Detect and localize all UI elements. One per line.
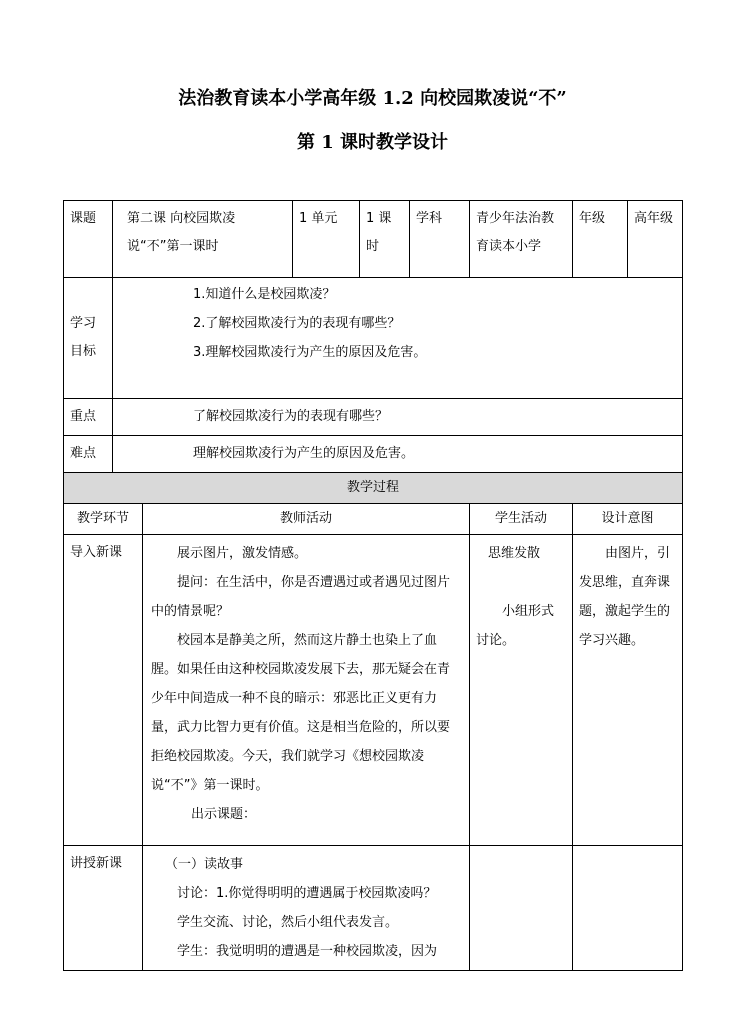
goals-label-line1: 学习 — [70, 316, 97, 331]
column-header-teacher: 教师活动 — [143, 504, 470, 535]
teacher-paragraph: 讨论：1.你觉得明明的遭遇属于校园欺凌吗？ — [177, 886, 437, 901]
course-label: 课题 — [64, 201, 113, 278]
column-header-student: 学生活动 — [470, 504, 573, 535]
student-paragraph: 思维发散 — [488, 546, 541, 561]
info-row — [64, 201, 683, 278]
goals-row — [64, 278, 683, 399]
difficult-point-value: 理解校园欺凌行为产生的原因及危害。 — [113, 436, 683, 473]
hours-value: 1 课时 — [360, 201, 410, 278]
unit-value: 1 单元 — [293, 201, 360, 278]
teacher-paragraph: 展示图片，激发情感。 — [177, 546, 308, 561]
goals-label — [64, 278, 113, 399]
intent-paragraph: 由图片，引发思维，直奔课题，激起学生的学习兴趣。 — [579, 546, 671, 648]
student-activity-cell — [470, 535, 573, 846]
intent-cell — [573, 846, 683, 971]
teacher-paragraph: （一）读故事 — [165, 857, 244, 872]
key-point-value: 了解校园欺凌行为的表现有哪些？ — [113, 399, 683, 436]
grade-label: 年级 — [573, 201, 628, 278]
course-value: 第二课 向校园欺凌说“不”第一课时 — [113, 201, 293, 278]
grade-value: 高年级 — [628, 201, 683, 278]
document-title: 法治教育读本小学高年级 1.2 向校园欺凌说“不” — [178, 88, 567, 109]
teacher-paragraph: 学生交流、讨论，然后小组代表发言。 — [177, 915, 399, 930]
student-paragraph: 小组形式讨论。 — [476, 604, 555, 648]
difficult-point-label: 难点 — [64, 436, 113, 473]
goals-list — [113, 278, 683, 399]
teacher-paragraph: 提问：在生活中，你是否遭遇过或者遇见过图片中的情景呢？ — [151, 575, 451, 619]
intent-cell — [573, 535, 683, 846]
student-activity-cell — [470, 846, 573, 971]
process-row-intro — [64, 535, 683, 846]
goals-label-line2: 目标 — [70, 344, 97, 359]
stage-cell: 讲授新课 — [64, 846, 143, 971]
process-row-new-lesson — [64, 846, 683, 971]
stage-cell: 导入新课 — [64, 535, 143, 846]
key-point-row — [64, 399, 683, 436]
column-header-intent: 设计意图 — [573, 504, 683, 535]
lesson-plan-table — [63, 200, 683, 971]
process-header-row — [64, 504, 683, 535]
goal-item: 3.理解校园欺凌行为产生的原因及危害。 — [193, 345, 427, 360]
process-title: 教学过程 — [64, 473, 683, 504]
goal-item: 1.知道什么是校园欺凌？ — [193, 287, 336, 302]
key-point-label: 重点 — [64, 399, 113, 436]
subject-label: 学科 — [410, 201, 470, 278]
teacher-paragraph: 出示课题： — [191, 807, 257, 822]
teacher-activity-cell — [143, 846, 470, 971]
teacher-activity-cell — [143, 535, 470, 846]
difficult-point-row — [64, 436, 683, 473]
goal-item: 2.了解校园欺凌行为的表现有哪些？ — [193, 316, 401, 331]
teacher-paragraph: 学生：我觉明明的遭遇是一种校园欺凌，因为 — [177, 944, 438, 959]
subject-value: 青少年法治教育读本小学 — [470, 201, 573, 278]
process-title-row — [64, 473, 683, 504]
column-header-stage: 教学环节 — [64, 504, 143, 535]
document-subtitle: 第 1 课时教学设计 — [296, 132, 449, 153]
teacher-paragraph: 校园本是静美之所，然而这片静土也染上了血腥。如果任由这种校园欺凌发展下去，那无疑会在青少年中间造成一种不良的暗示：邪恶比正义更有力量，武力比智力更有价值。这是相当危险的，所以要拒绝校园欺凌。今天，我们就学习《想校园欺凌说“不”》第一课时。 — [151, 633, 451, 793]
